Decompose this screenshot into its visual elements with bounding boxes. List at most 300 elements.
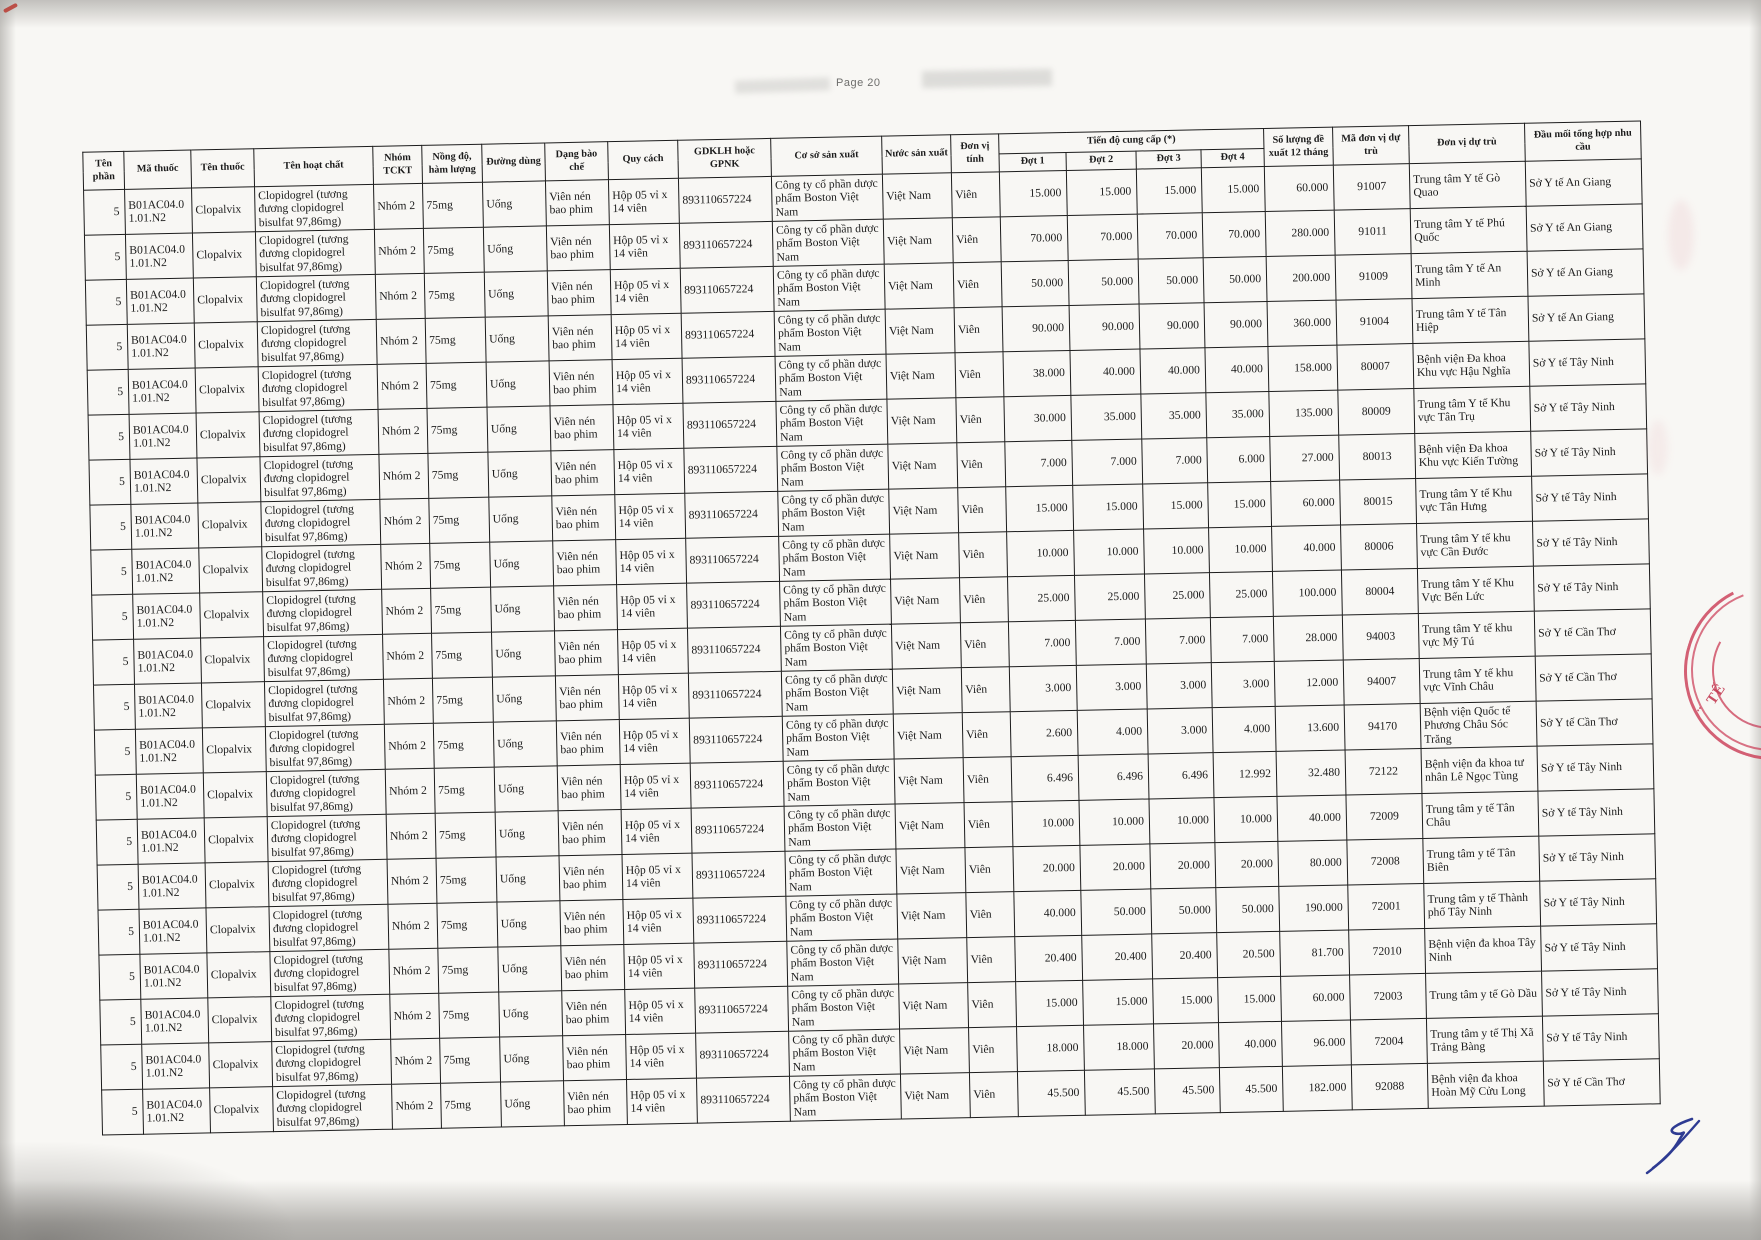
cell-name: Clopalvix (201, 637, 265, 683)
cell-d1: 10.000 (1007, 530, 1075, 576)
cell-manufacturer: Công ty cổ phần dược phẩm Boston Việt Nam (789, 1074, 901, 1121)
cell-code: B01AC04.0 1.01.N2 (140, 953, 208, 999)
cell-active: Clopidogrel (tương đương clopidogrel bisulfat 97,86mg) (256, 274, 376, 321)
cell-code: B01AC04.0 1.01.N2 (125, 188, 193, 234)
cell-active: Clopidogrel (tương đương clopidogrel bisulfat 97,86mg) (259, 409, 379, 456)
cell-form: Viên nén bao phim (560, 900, 624, 946)
cell-reg: 893110657224 (696, 1031, 790, 1078)
cell-manufacturer: Công ty cổ phần dược phẩm Boston Việt Nam (771, 174, 883, 221)
cell-total: 96.000 (1281, 1020, 1351, 1066)
cell-form: Viên nén bao phim (554, 585, 618, 631)
cell-d3: 7.000 (1145, 618, 1211, 664)
cell-d4: 20.500 (1217, 931, 1281, 977)
cell-unit_name: Trung tâm Y tế khu vực Vĩnh Châu (1419, 656, 1536, 703)
cell-strength: 75mg (433, 722, 494, 768)
cell-strength: 75mg (440, 1037, 501, 1083)
cell-unit: Viên (955, 352, 1004, 398)
cell-name: Clopalvix (192, 187, 256, 233)
cell-group: Nhóm 2 (377, 363, 427, 409)
cell-unit: Viên (952, 217, 1001, 263)
cell-total: 32.480 (1276, 750, 1346, 796)
cell-active: Clopidogrel (tương đương clopidogrel bisulfat 97,86mg) (265, 724, 385, 771)
cell-total: 12.000 (1274, 660, 1344, 706)
cell-part: 5 (100, 999, 142, 1045)
cell-pack: Hộp 05 vỉ x 14 viên (608, 178, 679, 224)
cell-unit_name: Trung tâm y tế Tân Châu (1422, 791, 1539, 838)
cell-unit_name: Trung tâm Y tế Khu Vực Bến Lức (1417, 566, 1534, 613)
cell-unit: Viên (962, 712, 1011, 758)
cell-route: Uống (500, 1036, 564, 1082)
cell-pack: Hộp 05 vỉ x 14 viên (620, 763, 691, 809)
cell-reg: 893110657224 (685, 491, 779, 538)
cell-unit: Viên (963, 757, 1012, 803)
cell-name: Clopalvix (195, 367, 259, 413)
cell-d3: 15.000 (1153, 978, 1219, 1024)
cell-d1: 7.000 (1008, 620, 1076, 666)
cell-code: B01AC04.0 1.01.N2 (130, 458, 198, 504)
cell-group: Nhóm 2 (378, 408, 428, 454)
cell-group: Nhóm 2 (384, 723, 434, 769)
cell-route: Uống (486, 361, 550, 407)
cell-focal: Sở Y tế Cần Thơ (1535, 654, 1652, 701)
cell-unit: Viên (960, 577, 1009, 623)
cell-unit_name: Trung tâm y tế Thị Xã Trảng Bàng (1426, 1016, 1543, 1063)
cell-reg: 893110657224 (681, 311, 775, 358)
cell-manufacturer: Công ty cổ phần dược phẩm Boston Việt Nam (780, 624, 892, 671)
cell-focal: Sở Y tế Tây Ninh (1533, 564, 1650, 611)
cell-name: Clopalvix (209, 1042, 273, 1088)
cell-unit: Viên (956, 397, 1005, 443)
cell-code: B01AC04.0 1.01.N2 (128, 368, 196, 414)
cell-unit_code: 72009 (1346, 793, 1423, 840)
cell-strength: 75mg (423, 227, 484, 273)
cell-d1: 38.000 (1003, 350, 1071, 396)
cell-d4: 20.000 (1215, 841, 1279, 887)
cell-focal: Sở Y tế Tây Ninh (1531, 429, 1648, 476)
col-header-nuoc-san-xuat: Nước sản xuất (882, 135, 952, 174)
cell-group: Nhóm 2 (380, 498, 430, 544)
cell-unit_name: Trung tâm Y tế Khu vực Tân Trụ (1414, 386, 1531, 433)
handwritten-signature (1640, 1112, 1706, 1180)
cell-name: Clopalvix (196, 412, 260, 458)
cell-route: Uống (491, 586, 555, 632)
cell-route: Uống (498, 946, 562, 992)
cell-group: Nhóm 2 (383, 633, 433, 679)
cell-d4: 90.000 (1204, 301, 1268, 347)
cell-d2: 90.000 (1069, 304, 1140, 350)
cell-unit: Viên (965, 847, 1014, 893)
cell-manufacturer: Công ty cổ phần dược phẩm Boston Việt Nam (786, 894, 898, 941)
cell-d1: 7.000 (1005, 440, 1073, 486)
cell-d2: 3.000 (1076, 664, 1147, 710)
cell-part: 5 (97, 864, 139, 910)
cell-d3: 20.400 (1152, 933, 1218, 979)
cell-country: Việt Nam (891, 578, 961, 624)
cell-form: Viên nén bao phim (555, 675, 619, 721)
cell-unit_code: 94003 (1342, 614, 1419, 661)
cell-d1: 18.000 (1017, 1025, 1085, 1071)
cell-manufacturer: Công ty cổ phần dược phẩm Boston Việt Nam (785, 849, 897, 896)
cell-d1: 50.000 (1001, 260, 1069, 306)
cell-total: 60.000 (1271, 480, 1341, 526)
cell-reg: 893110657224 (696, 1076, 790, 1123)
cell-part: 5 (98, 909, 140, 955)
cell-form: Viên nén bao phim (545, 180, 609, 226)
cell-d4: 7.000 (1210, 616, 1274, 662)
cell-strength: 75mg (438, 947, 499, 993)
cell-pack: Hộp 05 vỉ x 14 viên (612, 358, 683, 404)
cell-d3: 10.000 (1144, 528, 1210, 574)
cell-code: B01AC04.0 1.01.N2 (131, 503, 199, 549)
cell-d2: 50.000 (1081, 889, 1152, 935)
cell-unit_code: 72010 (1349, 928, 1426, 975)
cell-name: Clopalvix (205, 862, 269, 908)
cell-d1: 15.000 (1006, 485, 1074, 531)
cell-code: B01AC04.0 1.01.N2 (142, 1043, 210, 1089)
cell-unit_code: 94170 (1344, 703, 1421, 750)
cell-unit_code: 72008 (1347, 838, 1424, 885)
cell-country: Việt Nam (897, 893, 967, 939)
col-header-don-vi-du-tru: Đơn vị dự trù (1409, 123, 1526, 163)
cell-active: Clopidogrel (tương đương clopidogrel bisulfat 97,86mg) (258, 364, 378, 411)
cell-unit_name: Bệnh viện Đa khoa Khu vực Hậu Nghĩa (1413, 341, 1530, 388)
cell-focal: Sở Y tế Cần Thơ (1536, 699, 1653, 746)
cell-form: Viên nén bao phim (562, 990, 626, 1036)
cell-active: Clopidogrel (tương đương clopidogrel bisulfat 97,86mg) (255, 229, 375, 276)
cell-route: Uống (497, 901, 561, 947)
cell-reg: 893110657224 (679, 221, 773, 268)
cell-part: 5 (96, 819, 138, 865)
cell-focal: Sở Y tế Tây Ninh (1541, 924, 1658, 971)
cell-unit_code: 72122 (1345, 748, 1422, 795)
cell-unit: Viên (953, 262, 1002, 308)
cell-name: Clopalvix (193, 277, 257, 323)
cell-part: 5 (99, 954, 141, 1000)
cell-route: Uống (484, 271, 548, 317)
cell-name: Clopalvix (192, 232, 256, 278)
cell-d1: 20.400 (1015, 935, 1083, 981)
cell-country: Việt Nam (882, 173, 952, 219)
cell-d4: 15.000 (1201, 167, 1265, 213)
cell-reg: 893110657224 (680, 266, 774, 313)
cell-reg: 893110657224 (689, 716, 783, 763)
cell-d1: 20.000 (1013, 845, 1081, 891)
cell-route: Uống (488, 451, 552, 497)
cell-total: 200.000 (1266, 255, 1336, 301)
cell-unit: Viên (959, 532, 1008, 578)
cell-unit_name: Trung tâm Y tế Gò Quao (1409, 161, 1526, 208)
cell-part: 5 (91, 549, 133, 595)
cell-pack: Hộp 05 vỉ x 14 viên (627, 1078, 698, 1124)
cell-d4: 4.000 (1212, 706, 1276, 752)
cell-unit_code: 80007 (1337, 344, 1414, 391)
cell-name: Clopalvix (194, 322, 258, 368)
cell-unit_code: 91009 (1335, 254, 1412, 301)
cell-group: Nhóm 2 (391, 1038, 441, 1084)
cell-active: Clopidogrel (tương đương clopidogrel bisulfat 97,86mg) (262, 544, 382, 591)
cell-group: Nhóm 2 (375, 273, 425, 319)
cell-d4: 10.000 (1214, 796, 1278, 842)
cell-code: B01AC04.0 1.01.N2 (134, 638, 202, 684)
cell-strength: 75mg (437, 902, 498, 948)
cell-d3: 15.000 (1143, 483, 1209, 529)
cell-focal: Sở Y tế Tây Ninh (1532, 474, 1649, 521)
cell-d1: 10.000 (1012, 800, 1080, 846)
cell-strength: 75mg (431, 587, 492, 633)
scan-smudge (735, 77, 830, 93)
cell-group: Nhóm 2 (386, 813, 436, 859)
cell-reg: 893110657224 (684, 446, 778, 493)
cell-manufacturer: Công ty cổ phần dược phẩm Boston Việt Nam (780, 579, 892, 626)
cell-name: Clopalvix (204, 817, 268, 863)
ink-smudge (1648, 420, 1668, 475)
cell-form: Viên nén bao phim (556, 720, 620, 766)
cell-part: 5 (93, 684, 135, 730)
cell-group: Nhóm 2 (385, 768, 435, 814)
col-header-dot-3: Đợt 3 (1136, 150, 1201, 169)
cell-total: 280.000 (1265, 210, 1335, 256)
cell-code: B01AC04.0 1.01.N2 (132, 548, 200, 594)
cell-total: 13.600 (1275, 705, 1345, 751)
cell-form: Viên nén bao phim (563, 1035, 627, 1081)
cell-d3: 3.000 (1147, 708, 1213, 754)
cell-manufacturer: Công ty cổ phần dược phẩm Boston Việt Nam (775, 354, 887, 401)
cell-name: Clopalvix (198, 502, 262, 548)
cell-total: 81.700 (1280, 930, 1350, 976)
cell-country: Việt Nam (900, 1028, 970, 1074)
cell-unit: Viên (958, 487, 1007, 533)
cell-active: Clopidogrel (tương đương clopidogrel bisulfat 97,86mg) (269, 904, 389, 951)
cell-d4: 25.000 (1209, 571, 1273, 617)
cell-d3: 15.000 (1136, 168, 1202, 214)
cell-total: 80.000 (1278, 840, 1348, 886)
cell-unit: Viên (961, 667, 1010, 713)
cell-d2: 35.000 (1071, 394, 1142, 440)
cell-unit_code: 80006 (1341, 524, 1418, 571)
cell-d3: 20.000 (1154, 1023, 1220, 1069)
cell-d2: 45.500 (1084, 1069, 1155, 1115)
cell-manufacturer: Công ty cổ phần dược phẩm Boston Việt Nam (782, 714, 894, 761)
cell-manufacturer: Công ty cổ phần dược phẩm Boston Việt Nam (788, 984, 900, 1031)
cell-pack: Hộp 05 vỉ x 14 viên (610, 268, 681, 314)
cell-pack: Hộp 05 vỉ x 14 viên (625, 988, 696, 1034)
cell-unit: Viên (969, 1027, 1018, 1073)
col-header-hoat-chat: Tên hoạt chất (254, 146, 374, 186)
cell-form: Viên nén bao phim (559, 855, 623, 901)
col-header-co-so-san-xuat: Cơ sở sản xuất (771, 136, 883, 176)
cell-part: 5 (92, 594, 134, 640)
cell-unit_name: Trung tâm y tế Thành phố Tây Ninh (1424, 881, 1541, 928)
cell-part: 5 (85, 279, 127, 325)
cell-unit_code: 72001 (1348, 883, 1425, 930)
cell-country: Việt Nam (888, 443, 958, 489)
cell-total: 40.000 (1277, 795, 1347, 841)
cell-focal: Sở Y tế Tây Ninh (1537, 744, 1654, 791)
cell-unit_code: 72003 (1350, 973, 1427, 1020)
cell-name: Clopalvix (200, 592, 264, 638)
cell-active: Clopidogrel (tương đương clopidogrel bisulfat 97,86mg) (255, 184, 375, 231)
cell-unit_name: Trung tâm Y tế Tân Hiệp (1412, 296, 1529, 343)
cell-active: Clopidogrel (tương đương clopidogrel bisulfat 97,86mg) (267, 814, 387, 861)
cell-d3: 7.000 (1142, 438, 1208, 484)
cell-route: Uống (490, 541, 554, 587)
cell-active: Clopidogrel (tương đương clopidogrel bisulfat 97,86mg) (273, 1084, 393, 1131)
cell-unit: Viên (957, 442, 1006, 488)
cell-unit_name: Trung tâm Y tế Phú Quốc (1410, 206, 1527, 253)
col-header-gdklh: GDKLH hoặc GPNK (678, 138, 772, 178)
cell-code: B01AC04.0 1.01.N2 (136, 773, 204, 819)
cell-name: Clopalvix (201, 682, 265, 728)
cell-unit: Viên (964, 802, 1013, 848)
cell-name: Clopalvix (208, 997, 272, 1043)
cell-pack: Hộp 05 vỉ x 14 viên (621, 808, 692, 854)
cell-pack: Hộp 05 vỉ x 14 viên (619, 718, 690, 764)
cell-unit_code: 80009 (1338, 389, 1415, 436)
cell-unit_name: Trung tâm y tế Gò Dầu (1426, 971, 1543, 1018)
cell-country: Việt Nam (890, 533, 960, 579)
cell-group: Nhóm 2 (387, 858, 437, 904)
table-sheet (82, 120, 1659, 1135)
cell-d1: 45.500 (1017, 1070, 1085, 1116)
cell-code: B01AC04.0 1.01.N2 (125, 233, 193, 279)
cell-d4: 10.000 (1209, 526, 1273, 572)
cell-form: Viên nén bao phim (564, 1079, 628, 1125)
cell-pack: Hộp 05 vỉ x 14 viên (624, 943, 695, 989)
cell-unit_code: 80013 (1339, 434, 1416, 481)
cell-code: B01AC04.0 1.01.N2 (129, 413, 197, 459)
cell-focal: Sở Y tế Cần Thơ (1534, 609, 1651, 656)
cell-d4: 15.000 (1218, 976, 1282, 1022)
col-header-dot-2: Đợt 2 (1066, 151, 1136, 170)
cell-d1: 15.000 (1016, 980, 1084, 1026)
cell-d3: 50.000 (1151, 888, 1217, 934)
cell-d2: 70.000 (1067, 214, 1138, 260)
red-stamp-dots: .. (1689, 700, 1704, 714)
cell-form: Viên nén bao phim (554, 630, 618, 676)
cell-part: 5 (93, 639, 135, 685)
cell-unit_code: 94007 (1343, 659, 1420, 706)
col-header-dang-bao-che: Dạng bào chế (545, 142, 609, 181)
cell-total: 135.000 (1269, 390, 1339, 436)
cell-total: 158.000 (1268, 345, 1338, 391)
cell-route: Uống (483, 226, 547, 272)
cell-unit: Viên (968, 982, 1017, 1028)
cell-pack: Hộp 05 vỉ x 14 viên (622, 853, 693, 899)
cell-unit_code: 80004 (1341, 569, 1418, 616)
cell-d1: 2.600 (1010, 710, 1078, 756)
col-header-ten-thuoc: Tên thuốc (191, 149, 255, 188)
cell-active: Clopidogrel (tương đương clopidogrel bisulfat 97,86mg) (270, 949, 390, 996)
ink-smudge (1668, 200, 1694, 270)
cell-unit_code: 80015 (1340, 479, 1417, 526)
cell-pack: Hộp 05 vỉ x 14 viên (614, 448, 685, 494)
cell-focal: Sở Y tế Tây Ninh (1539, 834, 1656, 881)
cell-focal: Sở Y tế Tây Ninh (1529, 339, 1646, 386)
cell-d3: 45.500 (1154, 1068, 1220, 1114)
cell-unit_name: Trung tâm Y tế An Minh (1411, 251, 1528, 298)
col-header-dot-1: Đợt 1 (999, 152, 1066, 171)
cell-active: Clopidogrel (tương đương clopidogrel bisulfat 97,86mg) (264, 679, 384, 726)
cell-name: Clopalvix (203, 772, 267, 818)
scan-smudge (922, 69, 1052, 88)
cell-country: Việt Nam (894, 758, 964, 804)
cell-reg: 893110657224 (693, 896, 787, 943)
cell-d3: 20.000 (1150, 843, 1216, 889)
cell-d3: 90.000 (1139, 303, 1205, 349)
cell-d3: 6.496 (1148, 753, 1214, 799)
cell-d3: 3.000 (1146, 663, 1212, 709)
cell-part: 5 (87, 369, 129, 415)
cell-d2: 40.000 (1070, 349, 1141, 395)
cell-total: 60.000 (1264, 165, 1334, 211)
cell-unit: Viên (969, 1072, 1018, 1118)
cell-name: Clopalvix (206, 907, 270, 953)
cell-unit_name: Bệnh viện Quốc tế Phương Châu Sóc Trăng (1420, 701, 1537, 748)
cell-focal: Sở Y tế Tây Ninh (1532, 519, 1649, 566)
cell-d1: 6.496 (1011, 755, 1079, 801)
cell-form: Viên nén bao phim (550, 405, 614, 451)
cell-route: Uống (489, 496, 553, 542)
scan-edge-bottom (0, 1180, 1761, 1240)
col-header-tien-do-cung-cap: Tiến độ cung cấp (*) (999, 129, 1264, 154)
cell-group: Nhóm 2 (392, 1083, 442, 1129)
cell-reg: 893110657224 (690, 761, 784, 808)
cell-unit_code: 92088 (1351, 1063, 1428, 1110)
cell-d2: 25.000 (1074, 574, 1145, 620)
cell-d1: 30.000 (1004, 395, 1072, 441)
cell-pack: Hộp 05 vỉ x 14 viên (615, 493, 686, 539)
cell-route: Uống (485, 316, 549, 362)
cell-total: 27.000 (1270, 435, 1340, 481)
cell-pack: Hộp 05 vỉ x 14 viên (609, 223, 680, 269)
table-body (84, 159, 1661, 1135)
cell-d4: 40.000 (1205, 346, 1269, 392)
col-header-ten-phan: Tên phần (83, 151, 125, 190)
cell-unit_name: Trung tâm Y tế Khu vực Tân Hưng (1416, 476, 1533, 523)
cell-group: Nhóm 2 (373, 183, 423, 229)
cell-reg: 893110657224 (688, 671, 782, 718)
cell-d4: 3.000 (1211, 661, 1275, 707)
cell-country: Việt Nam (886, 353, 956, 399)
cell-country: Việt Nam (884, 263, 954, 309)
cell-code: B01AC04.0 1.01.N2 (141, 998, 209, 1044)
col-header-don-vi-tinh: Đơn vị tính (951, 134, 1000, 173)
cell-focal: Sở Y tế An Giang (1526, 204, 1643, 251)
red-corner-mark (3, 3, 18, 14)
cell-focal: Sở Y tế Tây Ninh (1542, 969, 1659, 1016)
cell-unit_code: 72004 (1350, 1018, 1427, 1065)
cell-total: 190.000 (1279, 885, 1349, 931)
cell-part: 5 (88, 414, 130, 460)
cell-active: Clopidogrel (tương đương clopidogrel bisulfat 97,86mg) (260, 454, 380, 501)
cell-group: Nhóm 2 (382, 588, 432, 634)
cell-d2: 50.000 (1068, 259, 1139, 305)
cell-manufacturer: Công ty cổ phần dược phẩm Boston Việt Nam (787, 939, 899, 986)
cell-strength: 75mg (436, 857, 497, 903)
cell-route: Uống (499, 991, 563, 1037)
cell-active: Clopidogrel (tương đương clopidogrel bisulfat 97,86mg) (257, 319, 377, 366)
cell-group: Nhóm 2 (390, 993, 440, 1039)
cell-d3: 40.000 (1140, 348, 1206, 394)
cell-route: Uống (492, 631, 556, 677)
cell-pack: Hộp 05 vỉ x 14 viên (616, 538, 687, 584)
cell-strength: 75mg (425, 317, 486, 363)
cell-country: Việt Nam (887, 398, 957, 444)
cell-unit_name: Trung tâm y tế Tân Biên (1423, 836, 1540, 883)
cell-total: 60.000 (1281, 975, 1351, 1021)
cell-form: Viên nén bao phim (557, 765, 621, 811)
cell-d1: 70.000 (1000, 215, 1068, 261)
